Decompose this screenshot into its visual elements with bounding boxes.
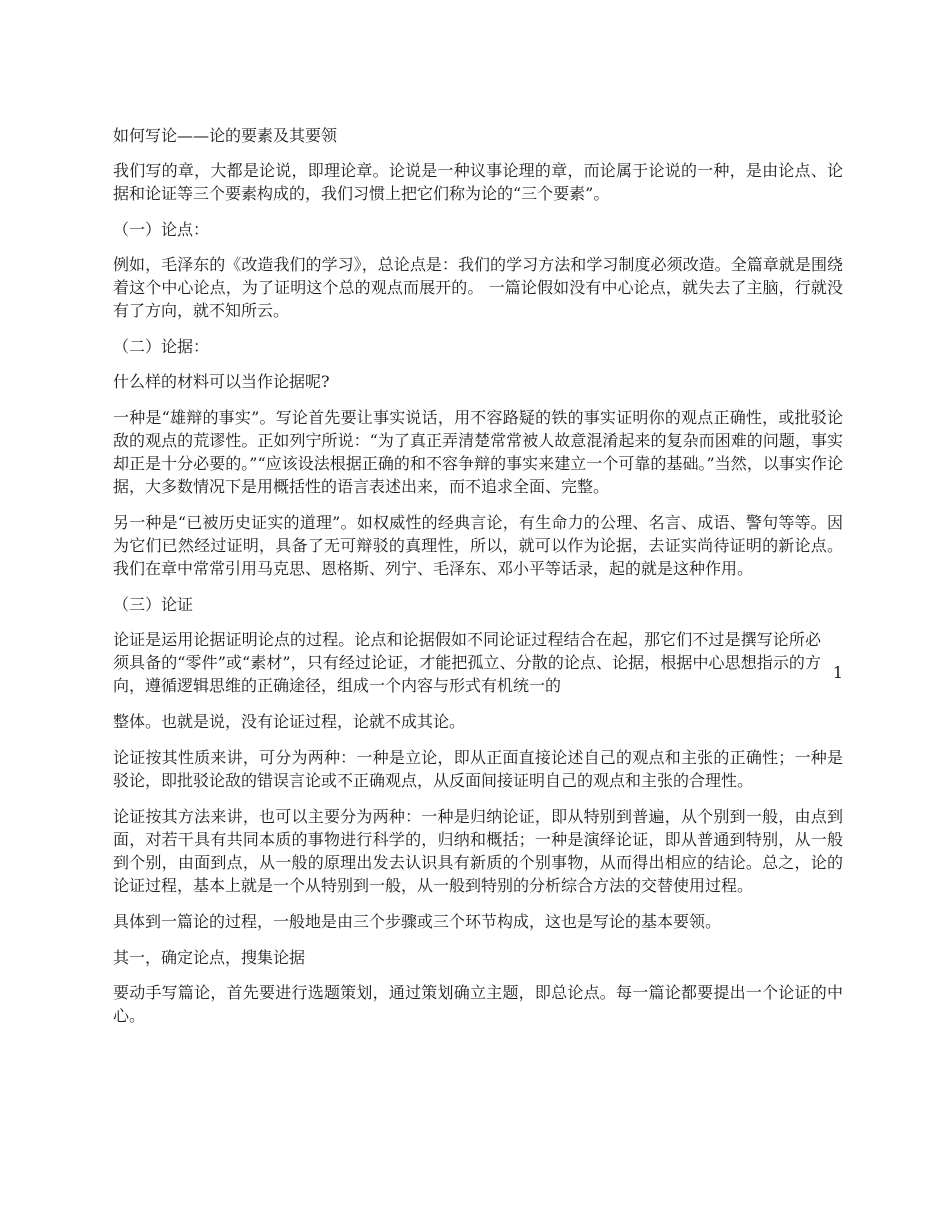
paragraph-writing-steps: 具体到一篇论的过程，一般地是由三个步骤或三个环节构成，这也是写论的基本要领。 <box>113 912 722 931</box>
paragraph-argumentation-definition: 论证是运用论据证明论点的过程。论点和论据假如不同论证过程结合在起，那它们不过是撰写论所必须具备的“零件”或“素材”，只有经过论证，才能把孤立、分散的论点、论据，根据中心思想指示的方向，遵循逻辑思维的正确途径，组成一个内容与形式有机统一的 <box>113 630 821 695</box>
paragraph-argumentation-wrapper <box>113 628 843 697</box>
section-heading-argument-point: （一）论点： <box>113 220 210 239</box>
section-heading-evidence: （二）论据： <box>113 337 210 356</box>
paragraph-argument-point-example: 例如，毛泽东的《改造我们的学习》，总论点是：我们的学习方法和学习制度必须改造。全篇章就是围绕着这个中心论点，为了证明这个总的观点而展开的。 一篇论假如没有中心论点，就失去了主脑，行就没有了方向，就不知所云。 <box>113 255 843 320</box>
document-title: 如何写论——论的要素及其要领 <box>113 126 338 145</box>
paragraph-argumentation-whole: 整体。也就是说，没有论证过程，论就不成其论。 <box>113 712 466 731</box>
paragraph-evidence-truths: 另一种是“已被历史证实的道理”。如权威性的经典言论，有生命力的公理、名言、成语、警句等等。因为它们已然经过证明，具备了无可辩驳的真理性，所以，就可以作为论据，去证实尚待证明的新论点。我们在章中常常引用马克思、恩格斯、列宁、毛泽东、邓小平等话录，起的就是这种作用。 <box>113 513 843 578</box>
paragraph-intro: 我们写的章，大都是论说，即理论章。论说是一种议事论理的章，而论属于论说的一种，是由论点、论据和论证等三个要素构成的，我们习惯上把它们称为论的“三个要素”。 <box>113 161 843 203</box>
paragraph-evidence-facts: 一种是“雄辩的事实”。写论首先要让事实说话，用不容路疑的铁的事实证明你的观点正确性，或批驳论敌的观点的荒谬性。正如列宁所说：“为了真正弄清楚常常被人故意混淆起来的复杂而困难的问题，事实却正是十分必要的。”“应该设法根据正确的和不容争辩的事实来建立一个可靠的基础。”当然，以事实作论据，大多数情况下是用概括性的语言表述出来，而不追求全面、完整。 <box>113 408 843 496</box>
step-heading-one: 其一，确定论点，搜集论据 <box>113 948 306 967</box>
page-number: 1 <box>832 663 843 682</box>
paragraph-argumentation-by-method: 论证按其方法来讲，也可以主要分为两种：一种是归纳论证，即从特别到普遍，从个别到一般，由点到面，对若干具有共同本质的事物进行科学的，归纳和概括；一种是演绎论证，即从普通到特别，从一般到个别，由面到点，从一般的原理出发去认识具有新质的个别事物，从而得出相应的结论。总之，论的论证过程，基本上就是一个从特别到一般，从一般到特别的分析综合方法的交替使用过程。 <box>113 807 843 895</box>
document-page <box>113 124 843 1040</box>
section-heading-argumentation: （三）论证 <box>113 595 194 614</box>
paragraph-evidence-question: 什么样的材料可以当作论据呢? <box>113 372 330 391</box>
paragraph-argumentation-by-nature: 论证按其性质来讲，可分为两种：一种是立论，即从正面直接论述自己的观点和主张的正确性；一种是驳论，即批驳论敌的错误言论或不正确观点，从反面间接证明自己的观点和主张的合理性。 <box>113 748 843 790</box>
paragraph-step-one: 要动手写篇论，首先要进行选题策划，通过策划确立主题，即总论点。每一篇论都要提出一个论证的中心。 <box>113 983 843 1025</box>
